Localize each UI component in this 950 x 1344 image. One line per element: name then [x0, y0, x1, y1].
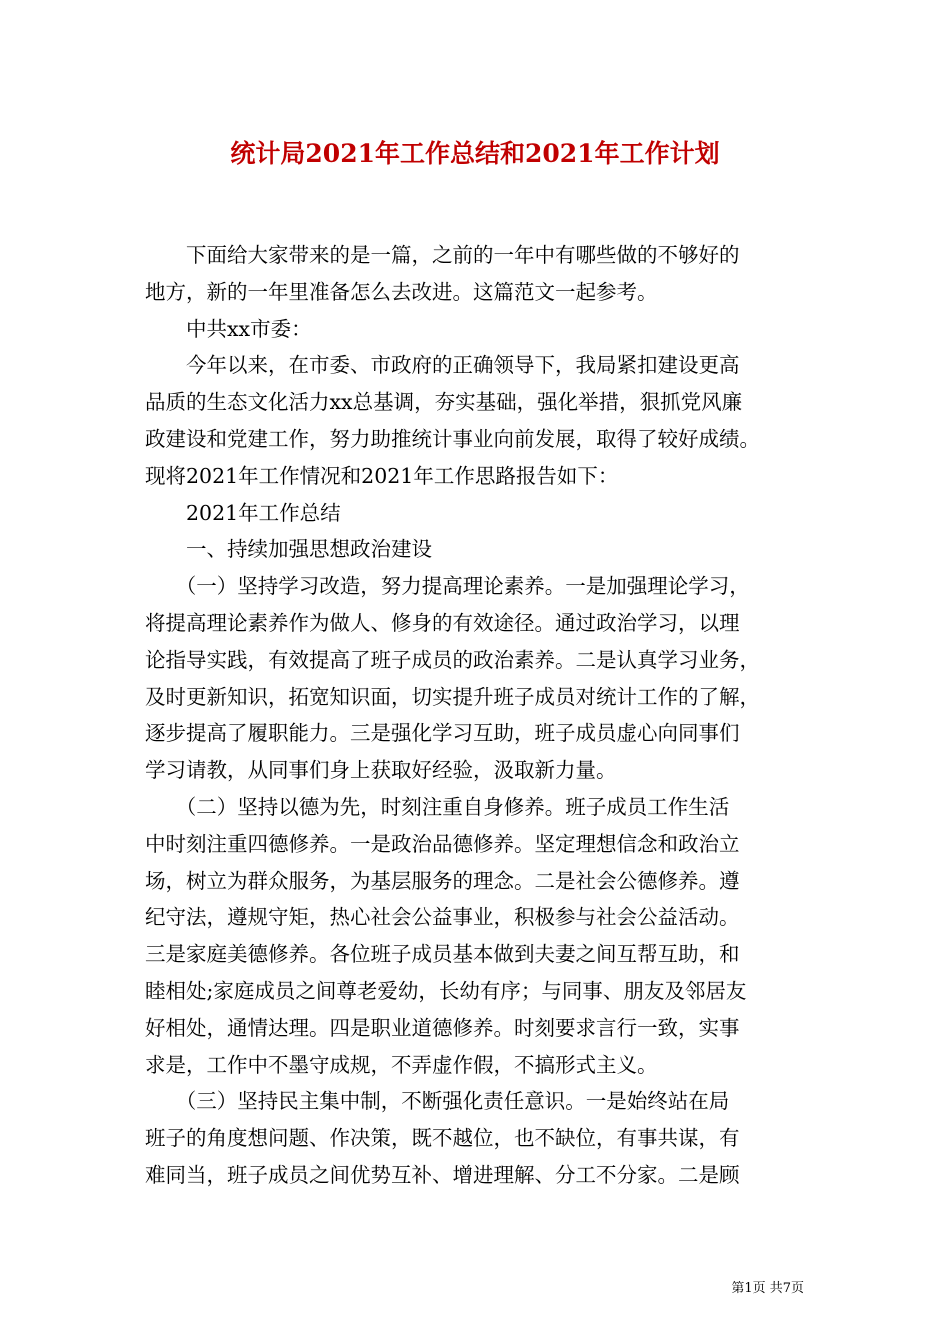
document-title: 统计局2021年工作总结和2021年工作计划 [230, 139, 720, 168]
body-line: （一）坚持学习改造，努力提高理论素养。一是加强理论学习， [145, 574, 750, 599]
body-line: 及时更新知识，拓宽知识面，切实提升班子成员对统计工作的了解， [145, 684, 760, 709]
body-line: 论指导实践，有效提高了班子成员的政治素养。二是认真学习业务， [145, 647, 760, 672]
body-line: 纪守法，遵规守矩，热心社会公益事业，积极参与社会公益活动。 [145, 905, 740, 930]
body-line: 中时刻注重四德修养。一是政治品德修养。坚定理想信念和政治立 [145, 831, 740, 856]
body-line: 中共xx市委： [145, 316, 312, 341]
body-line: （三）坚持民主集中制，不断强化责任意识。一是始终站在局 [145, 1089, 730, 1114]
body-line: 班子的角度想问题、作决策，既不越位，也不缺位，有事共谋，有 [145, 1126, 740, 1151]
body-line: 睦相处;家庭成员之间尊老爱幼，长幼有序；与同事、朋友及邻居友 [145, 978, 747, 1003]
body-line: 将提高理论素养作为做人、修身的有效途径。通过政治学习，以理 [145, 610, 740, 635]
body-line: 一、持续加强思想政治建设 [145, 537, 432, 562]
body-line: 求是，工作中不墨守成规，不弄虚作假，不搞形式主义。 [145, 1052, 658, 1077]
body-line: 好相处，通情达理。四是职业道德修养。时刻要求言行一致，实事 [145, 1015, 740, 1040]
page-indicator: 第1页 共7页 [731, 1281, 804, 1296]
body-line: 下面给大家带来的是一篇，之前的一年中有哪些做的不够好的 [145, 243, 740, 267]
body-line: 场，树立为群众服务，为基层服务的理念。二是社会公德修养。遵 [145, 868, 740, 893]
body-line: 品质的生态文化活力xx总基调，夯实基础，强化举措，狠抓党风廉 [145, 390, 743, 415]
body-line: 今年以来，在市委、市政府的正确领导下，我局紧扣建设更高 [145, 353, 740, 378]
body-line: 逐步提高了履职能力。三是强化学习互助，班子成员虚心向同事们 [145, 721, 740, 746]
document-body [145, 237, 809, 1194]
body-line: 现将2021年工作情况和2021年工作思路报告如下： [145, 463, 619, 488]
body-line: 2021年工作总结 [145, 500, 341, 525]
body-line: 难同当，班子成员之间优势互补、增进理解、分工不分家。二是顾 [145, 1162, 740, 1187]
body-line: 学习请教，从同事们身上获取好经验，汲取新力量。 [145, 758, 617, 783]
body-line: （二）坚持以德为先，时刻注重自身修养。班子成员工作生活 [145, 794, 730, 819]
body-line: 政建设和党建工作，努力助推统计事业向前发展，取得了较好成绩。 [145, 426, 760, 451]
body-line: 地方，新的一年里准备怎么去改进。这篇范文一起参考。 [145, 279, 658, 304]
body-line: 三是家庭美德修养。各位班子成员基本做到夫妻之间互帮互助，和 [145, 942, 740, 967]
